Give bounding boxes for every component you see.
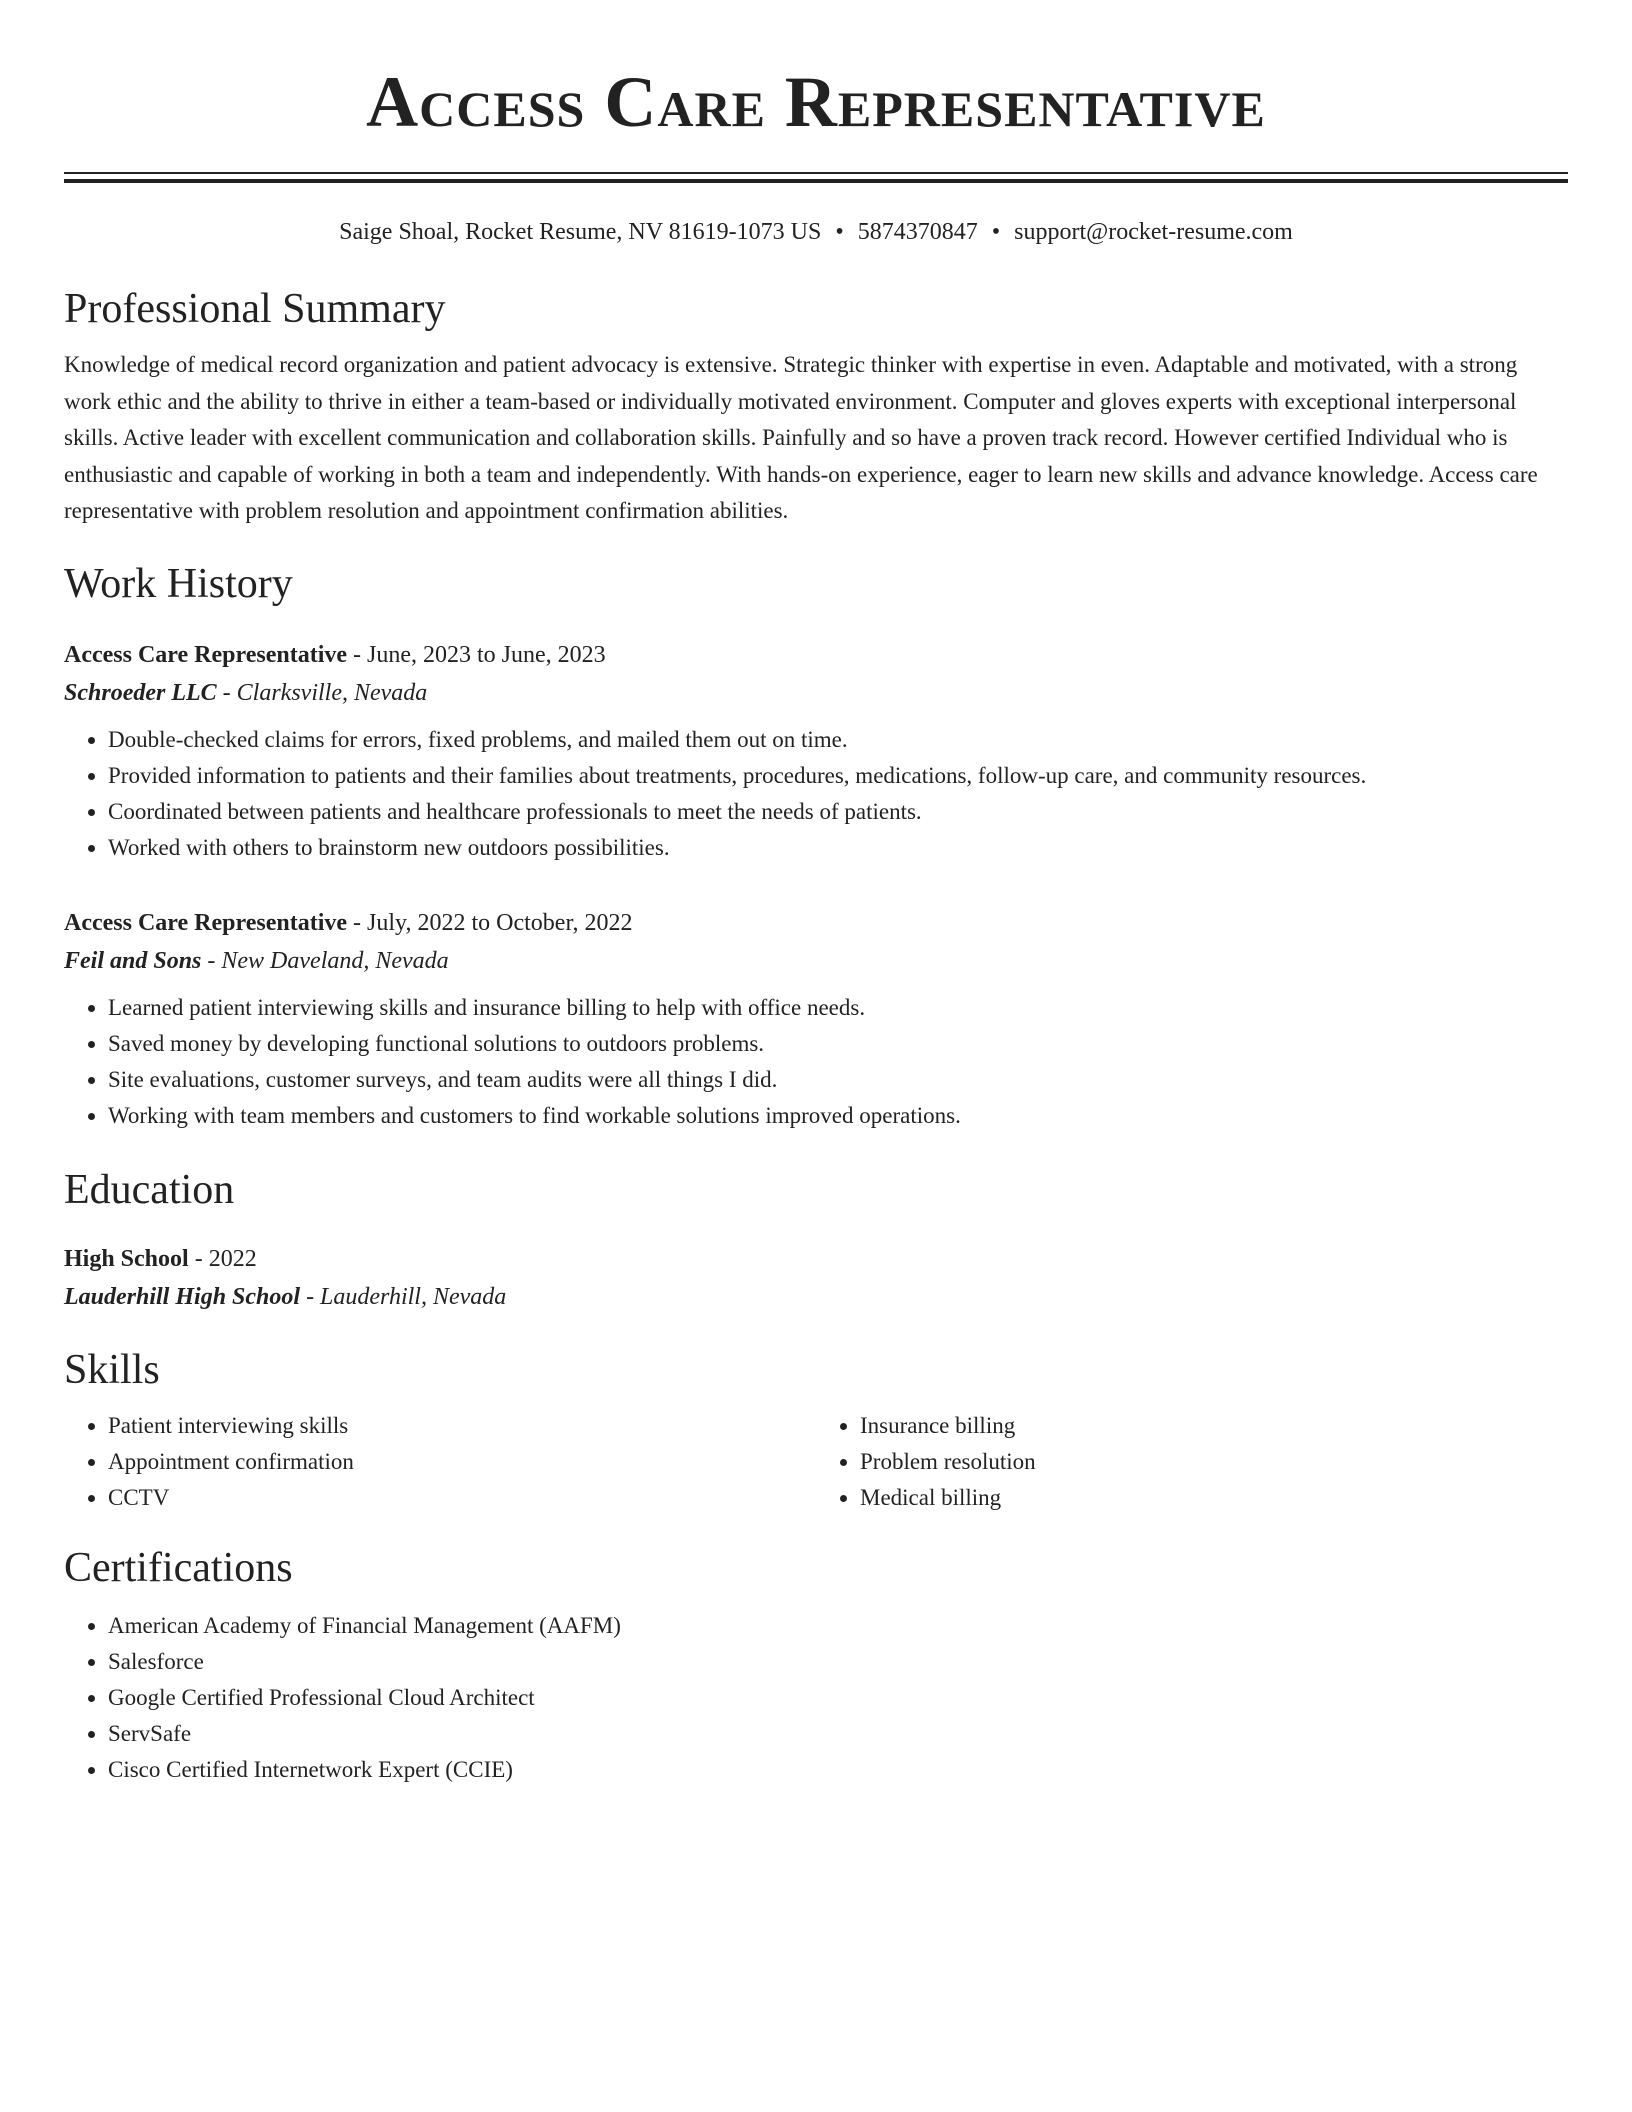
job-entry	[64, 904, 1568, 1134]
job-location: - Clarksville, Nevada	[216, 679, 428, 706]
education-school: Lauderhill High School	[64, 1283, 301, 1310]
certifications-section	[64, 1542, 1568, 1788]
certification-item: • ServSafe	[108, 1716, 1568, 1752]
job-dates: - July, 2022 to October, 2022	[347, 909, 633, 936]
job-bullet: • Double-checked claims for errors, fixed problems, and mailed them out on time.	[108, 722, 1568, 758]
skill-item: • Patient interviewing skills	[108, 1408, 816, 1444]
skill-item: • Medical billing	[860, 1480, 1568, 1516]
job-company: Feil and Sons	[64, 947, 202, 974]
contact-line	[64, 217, 1568, 247]
resume-title: Access Care Representative	[366, 62, 1266, 142]
work-history-section	[64, 558, 1568, 1134]
job-bullet: • Worked with others to brainstorm new outdoors possibilities.	[108, 830, 1568, 866]
title-double-rule	[64, 172, 1568, 183]
certification-item: • Salesforce	[108, 1644, 1568, 1680]
contact-separator: •	[991, 219, 1001, 245]
education-school-line	[64, 1278, 1568, 1316]
skill-item: • Problem resolution	[860, 1444, 1568, 1480]
education-year: - 2022	[188, 1245, 257, 1272]
summary-section	[64, 283, 1568, 530]
job-company: Schroeder LLC	[64, 679, 217, 706]
certification-item: • Google Certified Professional Cloud Architect	[108, 1680, 1568, 1716]
job-bullets	[64, 722, 1568, 866]
education-section	[64, 1164, 1568, 1316]
job-bullet: • Site evaluations, customer surveys, and team audits were all things I did.	[108, 1062, 1568, 1098]
contact-separator: •	[835, 219, 844, 245]
skill-item: • Insurance billing	[860, 1408, 1568, 1444]
education-degree-line	[64, 1240, 1568, 1278]
skill-item: • Appointment confirmation	[108, 1444, 816, 1480]
work-history-heading: Work History	[64, 560, 293, 607]
skill-item: • CCTV	[108, 1480, 816, 1516]
skills-section	[64, 1344, 1568, 1516]
job-location: - New Daveland, Nevada	[201, 947, 449, 974]
job-bullet: • Coordinated between patients and healthcare professionals to meet the needs of patients.	[108, 794, 1568, 830]
job-title-line	[64, 636, 1568, 674]
summary-heading: Professional Summary	[64, 286, 446, 332]
job-bullets	[64, 990, 1568, 1134]
job-title: Access Care Representative	[64, 909, 348, 936]
contact-phone: 5874370847	[857, 219, 978, 245]
job-company-line	[64, 942, 1568, 980]
education-entry	[64, 1240, 1568, 1316]
job-bullet: • Provided information to patients and their families about treatments, procedures, medications, follow-up care, and community resources.	[108, 758, 1568, 794]
education-degree: High School	[64, 1245, 189, 1272]
certification-item: • Cisco Certified Internetwork Expert (CCIE)	[108, 1752, 1568, 1788]
contact-email: support@rocket-resume.com	[1014, 219, 1293, 245]
skills-list-left	[64, 1408, 816, 1516]
certifications-list	[64, 1608, 1568, 1788]
job-title-line	[64, 904, 1568, 942]
job-entry	[64, 636, 1568, 866]
certifications-heading: Certifications	[64, 1544, 293, 1591]
education-location: - Lauderhill, Nevada	[300, 1283, 507, 1310]
education-heading: Education	[64, 1166, 235, 1213]
job-bullet: • Working with team members and customers to find workable solutions improved operations.	[108, 1098, 1568, 1134]
job-bullet: • Learned patient interviewing skills and insurance billing to help with office needs.	[108, 990, 1568, 1026]
skills-columns	[64, 1408, 1568, 1516]
certification-item: • American Academy of Financial Management (AAFM)	[108, 1608, 1568, 1644]
skills-heading: Skills	[64, 1346, 160, 1393]
job-title: Access Care Representative	[64, 641, 348, 668]
job-bullet: • Saved money by developing functional solutions to outdoors problems.	[108, 1026, 1568, 1062]
job-company-line	[64, 674, 1568, 712]
contact-address: Saige Shoal, Rocket Resume, NV 81619-1073 US	[339, 219, 822, 245]
skills-list-right	[816, 1408, 1568, 1516]
job-dates: - June, 2023 to June, 2023	[347, 641, 606, 668]
summary-text: Knowledge of medical record organization and patient advocacy is extensive. Strategic thinker with expertise in even. Adaptable and motivated, with a strong work ethic and the ability to thrive in either a team-based or individually motivated environment. Computer and gloves experts with exceptional interpersonal skills. Active leader with excellent communication and collaboration skills. Painfully and so have a proven track record. However certified Individual who is enthusiastic and capable of working in both a team and independently. With hands-on experience, eager to learn new skills and advance knowledge. Access care representative with problem resolution and appointment confirmation abilities.	[64, 352, 1538, 523]
